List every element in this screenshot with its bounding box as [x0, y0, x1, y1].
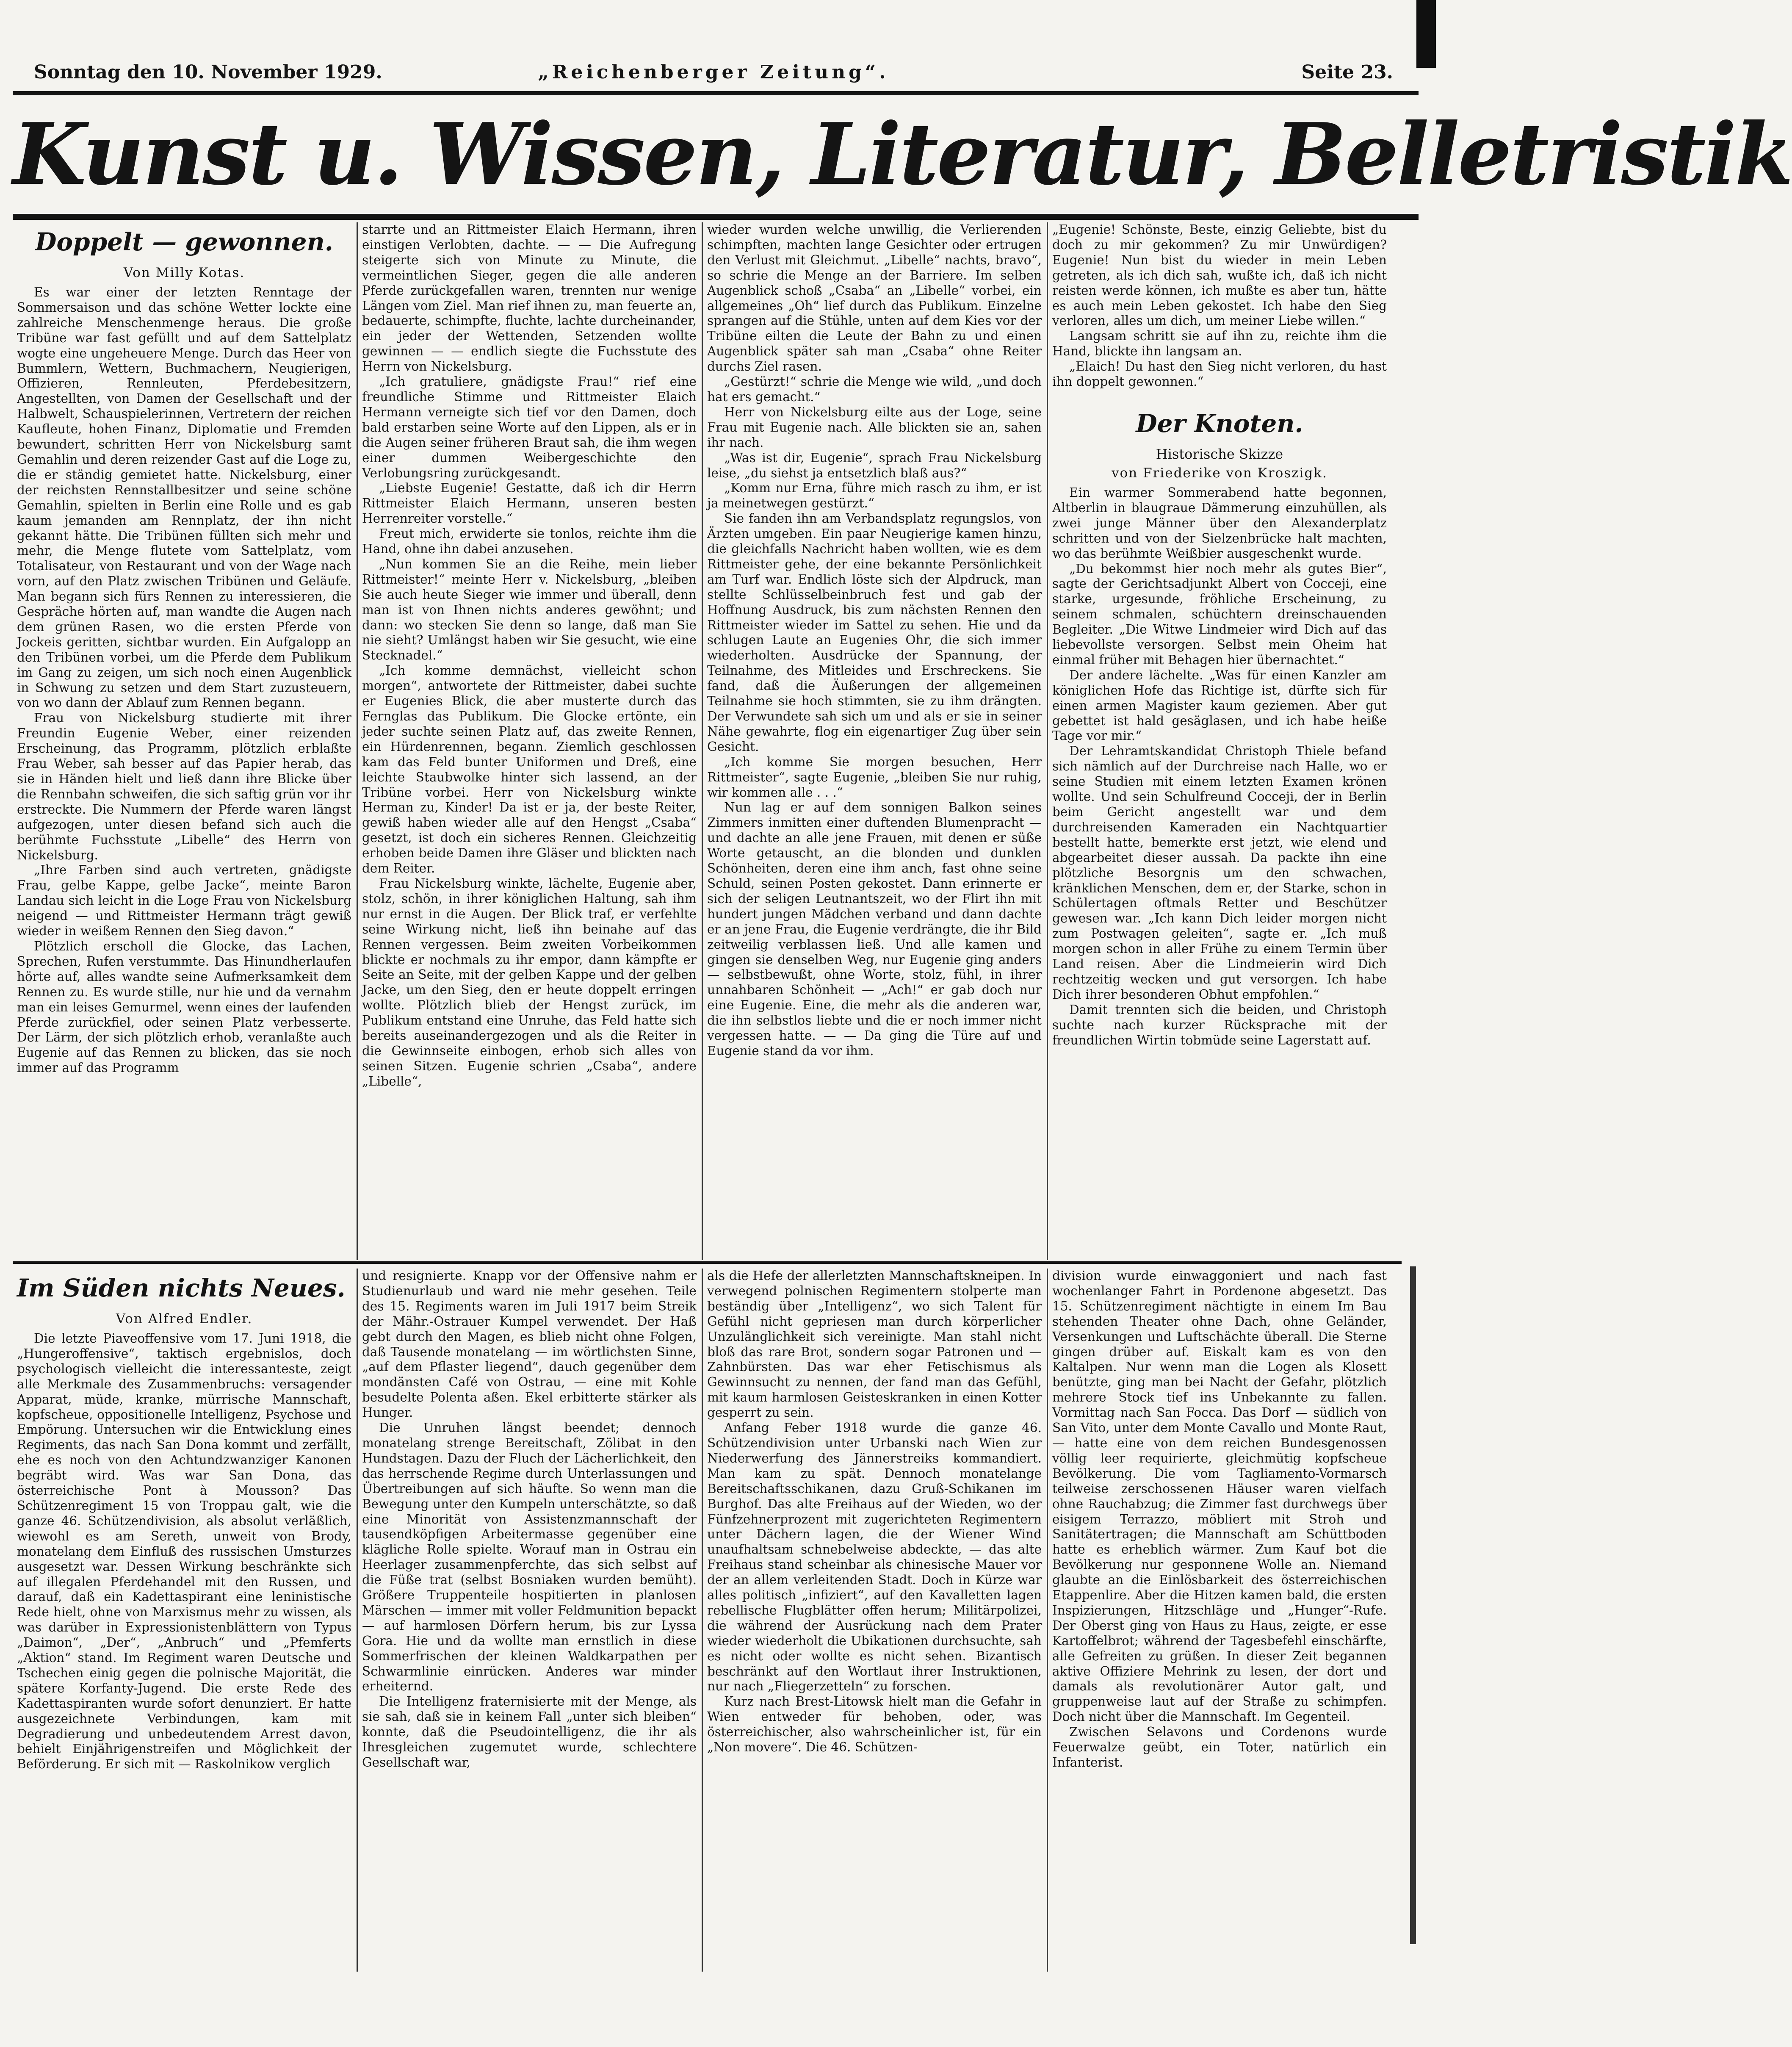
scan-edge-mark — [1410, 1266, 1416, 1944]
article-1-author: Von Milly Kotas. — [123, 265, 245, 280]
paragraph: Zwischen Selavons und Cordenons wurde Feuerwalze geübt, ein Toter, natürlich ein Infanterist. — [1052, 1725, 1387, 1770]
banner-rule — [13, 214, 1419, 220]
column-divider — [357, 222, 358, 1260]
paragraph: Die letzte Piaveoffensive vom 17. Juni 1918, die „Hungeroffensive“, taktisch ergebnislos, doch psychologisch vielleicht die interessanteste, zeigt alle Merkmale des Zusammenbruchs: versagender Apparat, müde, kranke, mürrische Mannschaft, kopfscheue, oppositionelle Intelligenz, Psychose und Empörung. Untersuchen wir die Entwicklung eines Regiments, das nach San Dona kommt und zerfällt, ehe es noch von den Achtundzwanziger Kanonen begräbt wird. Was war San Dona, das österreichische Pont à Mousson? Das Schützenregiment 15 von Troppau galt, wie die ganze 46. Schützendivision, als absolut verläßlich, wiewohl es am Sereth, unweit von Brody, monatelang dem Einfluß des russischen Umsturzes ausgesetzt war. Dessen Wirkung beschränkte sich auf illegalen Pferdehandel mit den Russen, und darauf, daß ein Kadettaspirant eine leninistische Rede hielt, ohne von Marxismus mehr zu wissen, als was darüber in Expressionistenblättern von Typus „Daimon“, „Der“, „Anbruch“ und „Pfemferts „Aktion“ stand. Im Regiment waren Deutsche und Tschechen einig gegen die polnische Majorität, die spätere Korfanty-Jugend. Die erste Rede des Kadettaspiranten wurde sofort denunziert. Er hatte ausgezeichnete Verbindungen, kam mit Degradierung und unbedeutendem Arrest davon, behielt Einjährigenstreifen und Möglichkeit der Beförderung. Er sich mit — Raskolnikow verglich — [17, 1331, 351, 1772]
column-divider — [1047, 1269, 1048, 1972]
article-3-column-2 — [362, 1269, 697, 1972]
paragraph: als die Hefe der allerletzten Mannschaftskneipen. In verwegend polnischen Regimentern stolperte man beständig über „Intelligenz“, wo sich Talent für Gefühl nicht gepriesen man durch körperlicher Unzulänglichkeit sich vereinigte. Man stahl nicht bloß das rare Brot, sondern sogar Patronen und — Zahnbürsten. Das war eher Fetischismus als Gewinnsucht zu nennen, der fand man das Gefühl, mit kaum harmlosen Geisteskranken in einen Kotter gesperrt zu sein. — [707, 1269, 1042, 1420]
column-divider — [702, 222, 703, 1260]
paragraph: Der Lehramtskandidat Christoph Thiele befand sich nämlich auf der Durchreise nach Halle, wo er seine Studien mit einem letzten Examen krönen wollte. Und sein Schulfreund Cocceji, der in Berlin beim Gericht angestellt war und dem durchreisenden Kameraden ein Nachtquartier bestellt hatte, bemerkte erst jetzt, wie elend und abgearbeitet dieser aussah. Da packte ihn eine plötzliche Besorgnis um den schwachen, kränklichen Menschen, dem er, der Starke, schon in Schülertagen oftmals Retter und Beschützer gewesen war. „Ich kann Dich leider morgen nicht zum Postwagen geleiten“, sagte er. „Ich muß morgen schon in aller Frühe zu einem Termin über Land reisen. Aber die Lindmeierin wird Dich rechtzeitig wecken und gut versorgen. Ich habe Dich ihrer besonderen Obhut empfohlen.“ — [1052, 744, 1387, 1002]
article-2-subtitle: Historische Skizze — [1156, 446, 1283, 462]
paragraph: „Komm nur Erna, führe mich rasch zu ihm, er ist ja meinetwegen gestürzt.“ — [707, 481, 1042, 511]
paragraph: Nun lag er auf dem sonnigen Balkon seines Zimmers inmitten einer duftenden Blumenpracht — und dachte an alle jene Frauen, mit denen er süße Worte getauscht, an die blonden und dunklen Schönheiten, deren eine ihm anch, fast ohne seine Schuld, seinen Posten gekostet. Dann erinnerte er sich der seligen Leutnantszeit, wo der Flirt ihn mit hundert jungen Mädchen verband und dann dachte er an jene Frau, die Eugenie verdrängte, die ihr Bild zeitweilig verblassen ließ. Und alle kamen und gingen sie denselben Weg, nur Eugenie ging anders — selbstbewußt, ohne Worte, stolz, fühl, in ihrer unnahbaren Schönheit — „Ach!“ er gab doch nur eine Eugenie. Eine, die mehr als die anderen war, die ihn selbstlos liebte und die er noch immer nicht vergessen hatte. — — Da ging die Türe auf und Eugenie stand da vor ihm. — [707, 800, 1042, 1058]
paragraph: „Eugenie! Schönste, Beste, einzig Geliebte, bist du doch zu mir gekommen? Zu mir Unwürdigen? Eugenie! Nun bist du wieder in mein Leben getreten, als ich dich sah, wußte ich, daß ich nicht reisten werde können, ich mußte es aber tun, hätte es auch mein Leben gekostet. Ich habe den Sieg verloren, alles um dich, um meiner Liebe willen.“ — [1052, 222, 1387, 328]
header-page-number: Seite 23. — [1301, 61, 1393, 83]
paragraph: starrte und an Rittmeister Elaich Hermann, ihren einstigen Verlobten, dachte. — — Die Aufregung steigerte sich von Minute zu Minute, die vermeintlichen Sieger, gegen die alle anderen Pferde zurückgefallen waren, trennten nur wenige Längen vom Ziel. Man rief ihnen zu, man feuerte an, bedauerte, schimpfte, fluchte, lachte durcheinander, ein jeder der Wettenden, Setzenden wollte gewinnen — — endlich siegte die Fuchsstute des Herrn von Nickelsburg. — [362, 222, 697, 374]
article-1-2-column-4 — [1052, 222, 1387, 1260]
paragraph: Es war einer der letzten Renntage der Sommersaison und das schöne Wetter lockte eine zahlreiche Menschenmenge heraus. Die große Tribüne war fast gefüllt und auf dem Sattelplatz wogte eine ungeheuere Menge. Durch das Heer von Bummlern, Wettern, Buchmachern, Neugierigen, Offizieren, Rennleuten, Pferdebesitzern, Angestellten, von Damen der Gesellschaft und der Halbwelt, Schauspielerinnen, Vertretern der reichen Kaufleute, hohen Finanz, Diplomatie und Fremden bewundert, schritten Herr von Nickelsburg samt Gemahlin und deren reizender Gast auf die Loge zu, die er ständig gemietet hatte. Nickelsburg, einer der reichsten Rennstallbesitzer und seine schöne Gemahlin, spielten in Berlin eine Rolle und es gab kaum jemanden am Rennplatz, der ihn nicht gekannt hätte. Die Tribünen füllten sich mehr und mehr, die Menge flutete vom Sattelplatz, vom Totalisateur, von Restaurant und von der Wage nach vorn, auf den Platz zwischen Tribünen und Geläufe. Man begann sich fürs Rennen zu interessieren, die Gespräche hörten auf, man wandte die Augen nach dem grünen Rasen, wo die ersten Pferde von Jockeis geritten, sichtbar wurden. Ein Aufgalopp an den Tribünen vorbei, um die Pferde dem Publikum im Gang zu zeigen, um sich noch einen Augenblick in Schwung zu setzen und dem Start zuzusteuern, von wo dann der Ablauf zum Rennen begann. — [17, 285, 351, 710]
paragraph: Anfang Feber 1918 wurde die ganze 46. Schützendivision unter Urbanski nach Wien zur Niederwerfung des Jännerstreiks kommandiert. Man kam zu spät. Dennoch monatelange Bereitschaftsschikanen, dazu Gruß-Schikanen im Burghof. Das alte Freihaus auf der Wieden, wo der Fünfzehnerprozent mit zugerichteten Regimentern unter Dächern lagen, die der Wiener Wind unaufhaltsam schnebelweise abdeckte, — das alte Freihaus stand scheinbar als chinesische Mauer vor der an allem verleitenden Stadt. Doch in Kürze war alles politisch „infiziert“, auf den Kavalletten lagen rebellische Flugblätter offen herum; Militärpolizei, die während der Ausrückung nach dem Prater wieder wiederholt die Ubikationen durchsuchte, sah es nicht oder wollte es nicht sehen. Bizantisch beschränkt auf den Wortlaut ihrer Instruktionen, nur nach „Fliegerzetteln“ zu forschen. — [707, 1421, 1042, 1694]
article-1-column-1 — [17, 222, 351, 1260]
header-rule — [13, 91, 1419, 95]
article-1-column-3 — [707, 222, 1042, 1260]
paragraph: wieder wurden welche unwillig, die Verlierenden schimpften, machten lange Gesichter oder ertrugen den Verlust mit Gleichmut. „Libelle“ nachts, bravo“, so schrie die Menge an der Barriere. Im selben Augenblick schoß „Csaba“ an „Libelle“ vorbei, ein allgemeines „Oh“ lief durch das Publikum. Einzelne sprangen auf die Stühle, unten auf dem Kies vor der Tribüne eilten die Leute der Bahn zu und einen Augenblick später sah man „Csaba“ ohne Reiter durchs Ziel rasen. — [707, 222, 1042, 374]
paragraph: Langsam schritt sie auf ihn zu, reichte ihm die Hand, blickte ihn langsam an. — [1052, 329, 1387, 359]
paragraph: Freut mich, erwiderte sie tonlos, reichte ihm die Hand, ohne ihn dabei anzusehen. — [362, 526, 697, 557]
paragraph: Frau Nickelsburg winkte, lächelte, Eugenie aber, stolz, schön, in ihrer königlichen Haltung, sah ihm nur ernst in die Augen. Der Blick traf, er verfehlte seine Wirkung nicht, ließ ihn beinahe auf das Rennen vergessen. Beim zweiten Vorbeikommen blickte er nochmals zu ihr empor, dann kämpfte er Seite an Seite, mit der gelben Kappe und der gelben Jacke, um den Sieg, den er heute doppelt erringen wollte. Plötzlich blieb der Hengst zurück, im Publikum entstand eine Unruhe, das Feld hatte sich bereits auseinandergezogen und als die Reiter in die Gewinnseite einbogen, erhob sich alles von seinen Sitzen. Eugenie schrien „Csaba“, andere „Libelle“, — [362, 876, 697, 1089]
paragraph: Die Intelligenz fraternisierte mit der Menge, als sie sah, daß sie in keinem Fall „unter sich bleiben“ konnte, daß die Pseudointelligenz, die ihr als Ihresgleichen zugemutet wurde, schlechtere Gesellschaft war, — [362, 1694, 697, 1770]
paragraph: „Nun kommen Sie an die Reihe, mein lieber Rittmeister!“ meinte Herr v. Nickelsburg, „bleiben Sie auch heute Sieger wie immer und überall, denn man ist von Ihnen nichts anderes gewöhnt; und dann: wo stecken Sie denn so lange, daß man Sie nie sieht? Umlängst haben wir Sie gesucht, wie eine Stecknadel.“ — [362, 557, 697, 663]
article-3-column-1 — [17, 1269, 351, 1972]
article-3-column-4 — [1052, 1269, 1387, 1972]
paragraph: „Du bekommst hier noch mehr als gutes Bier“, sagte der Gerichtsadjunkt Albert von Cocceji, eine starke, urgesunde, fröhliche Erscheinung, zu seinem schmalen, schüchtern dreinschauenden Begleiter. „Die Witwe Lindmeier wird Dich auf das liebevollste versorgen. Selbst mein Oheim hat einmal früher mit Behagen hier übernachtet.“ — [1052, 561, 1387, 667]
paragraph: Kurz nach Brest-Litowsk hielt man die Gefahr in Wien entweder für behoben, oder, was österreichischer, also wahrscheinlicher ist, für ein „Non movere“. Die 46. Schützen- — [707, 1694, 1042, 1755]
paragraph: „Ich komme demnächst, vielleicht schon morgen“, antwortete der Rittmeister, dabei suchte er Eugenies Blick, die aber musterte durch das Fernglas das Publikum. Die Glocke ertönte, ein jeder suchte seinen Platz auf, das zweite Rennen, ein Hürdenrennen, begann. Ziemlich geschlossen kam das Feld bunter Uniformen und Dreß, eine leichte Staubwolke hinter sich lassend, an der Tribüne vorbei. Herr von Nickelsburg winkte Herman zu, Kinder! Da ist er ja, der beste Reiter, gewiß haben wieder alle auf den Hengst „Csaba“ gesetzt, ist doch ein sicheres Rennen. Gleichzeitig erhoben beide Damen ihre Gläser und blickten nach dem Reiter. — [362, 663, 697, 876]
paragraph: „Elaich! Du hast den Sieg nicht verloren, du hast ihn doppelt gewonnen.“ — [1052, 359, 1387, 389]
column-divider — [702, 1269, 703, 1972]
paragraph: „Ich komme Sie morgen besuchen, Herr Rittmeister“, sagte Eugenie, „bleiben Sie nur ruhig, wir kommen alle . . .“ — [707, 754, 1042, 800]
article-2-author: von Friederike von Kroszigk. — [1112, 465, 1327, 481]
paragraph: Sie fanden ihn am Verbandsplatz regungslos, von Ärzten umgeben. Ein paar Neugierige kamen hinzu, die gleichfalls Nachricht haben wollten, wie es dem Rittmeister gehe, der eine bekannte Persönlichkeit am Turf war. Endlich löste sich der Alpdruck, man stellte Schlüsselbeinbruch fest und gab der Hoffnung Ausdruck, bis zum nächsten Rennen den Rittmeister wieder im Sattel zu sehen. Hie und da schlugen Laute an Eugenies Ohr, die sich immer wiederholten. Ausdrücke der Spannung, der Teilnahme, des Mitleides und Erschreckens. Sie fand, daß die Äußerungen der allgemeinen Teilnahme sie hoch stimmten, sie zu ihm drängten. Der Verwundete sah sich um und als er sie in seiner Nähe gewahrte, flog ein eigenartiger Zug über sein Gesicht. — [707, 511, 1042, 754]
paragraph: „Ihre Farben sind auch vertreten, gnädigste Frau, gelbe Kappe, gelbe Jacke“, meinte Baron Landau sich leicht in die Loge Frau von Nickelsburg neigend — und Rittmeister Hermann trägt gewiß wieder in weißem Rennen den Sieg davon.“ — [17, 863, 351, 939]
paragraph: „Liebste Eugenie! Gestatte, daß ich dir Herrn Rittmeister Elaich Hermann, unseren besten Herrenreiter vorstelle.“ — [362, 481, 697, 526]
paragraph: division wurde einwaggoniert und nach fast wochenlanger Fahrt in Pordenone abgesetzt. Das 15. Schützenregiment nächtigte in einem Im Bau stehenden Theater ohne Dach, ohne Geländer, Versenkungen und Luftschächte überall. Die Sterne gingen drüber auf. Eiskalt kam es von den Kaltalpen. Nur wenn man die Logen als Klosett benützte, ging man bei Nacht der Gefahr, plötzlich mehrere Stock tief ins Unbekannte zu fallen. Vormittag nach San Focca. Das Dorf — südlich von San Vito, unter dem Monte Cavallo und Monte Raut, — hatte eine von dem reichen Bundesgenossen völlig leer requirierte, gleichmütig kopfscheue Bevölkerung. Die vom Tagliamento-Vormarsch teilweise zerschossenen Häuser waren vielfach ohne Rauchabzug; die Zimmer fast durchwegs über eisigem Terrazzo, möbliert mit Stroh und Sanitätertragen; die Mannschaft am Schüttboden hatte es erheblich wärmer. Zum Kauf bot die Bevölkerung nur gesponnene Wolle an. Niemand glaubte an die Einlösbarkeit des österreichischen Etappenlire. Aber die Hitzen kamen bald, die ersten Inspizierungen, Hitzschläge und „Hunger“-Rufe. Der Oberst ging von Haus zu Haus, zeigte, er esse Kartoffelbrot; während der Tagesbefehl einschärfte, alle Gefreiten zu grüßen. In dieser Zeit begannen aktive Offiziere Mehrink zu lesen, der dort und damals als revolutionärer Autor galt, und gruppenweise laut auf der Straße zu schimpfen. Doch nicht über die Mannschaft. Im Gegenteil. — [1052, 1269, 1387, 1724]
paragraph: Herr von Nickelsburg eilte aus der Loge, seine Frau mit Eugenie nach. Alle blickten sie an, sahen ihr nach. — [707, 404, 1042, 450]
paragraph: Damit trennten sich die beiden, und Christoph suchte nach kurzer Rücksprache mit der freundlichen Wirtin tobmüde seine Lagerstatt auf. — [1052, 1002, 1387, 1047]
article-3-author: Von Alfred Endler. — [116, 1311, 253, 1327]
article-1-title: Doppelt — gewonnen. — [35, 227, 333, 256]
paragraph: und resignierte. Knapp vor der Offensive nahm er Studienurlaub und ward nie mehr gesehen. Teile des 15. Regiments waren im Juli 1917 beim Streik der Mähr.-Ostrauer Kumpel verwendet. Der Haß gebt durch den Magen, es blieb nicht ohne Folgen, daß Tausende monatelang — im wörtlichsten Sinne, „auf dem Pflaster liegend“, dauch gegenüber dem mondänsten Café von Ostrau, — eine mit Kohle besudelte Polenta aßen. Ekel erbitterte stärker als Hunger. — [362, 1269, 697, 1420]
column-divider — [357, 1269, 358, 1972]
header-date: Sonntag den 10. November 1929. — [34, 61, 382, 83]
article-1-column-2 — [362, 222, 697, 1260]
paragraph: Plötzlich erscholl die Glocke, das Lachen, Sprechen, Rufen verstummte. Das Hinundherlaufen hörte auf, alles wandte seine Aufmerksamkeit dem Rennen zu. Es wurde stille, nur hie und da vernahm man ein leises Gemurmel, wenn eines der laufenden Pferde zurückfiel, oder seinen Platz verbesserte. Der Lärm, der sich plötzlich erhob, veranlaßte auch Eugenie auf das Rennen zu blicken, das sie noch immer auf das Programm — [17, 939, 351, 1075]
article-separator-rule — [13, 1261, 1402, 1264]
section-banner: Kunst u. Wissen, Literatur, Belletristik — [13, 105, 1792, 204]
header-paper-name: „Reichenberger Zeitung“. — [538, 61, 889, 83]
page-header — [34, 57, 1393, 91]
scan-edge-mark — [1416, 0, 1436, 68]
article-3-column-3 — [707, 1269, 1042, 1972]
article-2-title: Der Knoten. — [1136, 409, 1303, 438]
paragraph: Die Unruhen längst beendet; dennoch monatelang strenge Bereitschaft, Zölibat in den Hundstagen. Dazu der Fluch der Lächerlichkeit, den das herrschende Regime durch Unterlassungen und Übertreibungen auf sich häufte. So wenn man die Bewegung unter den Kumpeln unterschätzte, so daß eine Minorität von Assistenzmannschaft der tausendköpfigen Arbeitermasse gegenüber eine klägliche Rolle spielte. Worauf man in Ostrau ein Heerlager zusammenpferchte, das sich selbst auf die Füße trat (selbst Bosniaken wurden bemüht). Größere Truppenteile hospitierten in planlosen Märschen — immer mit voller Feldmunition bepackt — auf harmlosen Dörfern herum, bis zur Lyssa Gora. Hie und da wollte man ernstlich in diese Sommerfrischen der kleinen Waldkarpathen per Schwarmlinie einrücken. Anderes war minder erheiternd. — [362, 1421, 697, 1694]
paragraph: Der andere lächelte. „Was für einen Kanzler am königlichen Hofe das Richtige ist, dürfte sich für einen armen Magister kaum geziemen. Aber gut gebettet ist hald gesäglasen, und ich habe heiße Tage vor mir.“ — [1052, 668, 1387, 743]
article-3-title: Im Süden nichts Neues. — [17, 1274, 346, 1302]
column-divider — [1047, 222, 1048, 1260]
paragraph: „Ich gratuliere, gnädigste Frau!“ rief eine freundliche Stimme und Rittmeister Elaich Hermann verneigte sich tief vor den Damen, doch bald erstarben seine Worte auf den Lippen, als er in die Augen seiner früheren Braut sah, die ihm wegen einer dummen Weibergeschichte den Verlobungsring zurückgesandt. — [362, 374, 697, 480]
paragraph: Frau von Nickelsburg studierte mit ihrer Freundin Eugenie Weber, einer reizenden Erscheinung, das Programm, plötzlich erblaßte Frau Weber, sah besser auf das Papier herab, das sie in Händen hielt und ließ dann ihre Blicke über die Rennbahn schweifen, die sich saftig grün vor ihr erstreckte. Die Nummern der Pferde waren längst aufgezogen, unter diesen befand sich auch die berühmte Fuchsstute „Libelle“ des Herrn von Nickelsburg. — [17, 711, 351, 862]
paragraph: „Gestürzt!“ schrie die Menge wie wild, „und doch hat ers gemacht.“ — [707, 374, 1042, 404]
paragraph: „Was ist dir, Eugenie“, sprach Frau Nickelsburg leise, „du siehst ja entsetzlich blaß aus?“ — [707, 450, 1042, 480]
paragraph: Ein warmer Sommerabend hatte begonnen, Altberlin in blaugraue Dämmerung einzuhüllen, als zwei junge Männer über den Alexanderplatz schritten und von der Sielzenbrücke halt machten, wo das berühmte Weißbier ausgeschenkt wurde. — [1052, 485, 1387, 561]
